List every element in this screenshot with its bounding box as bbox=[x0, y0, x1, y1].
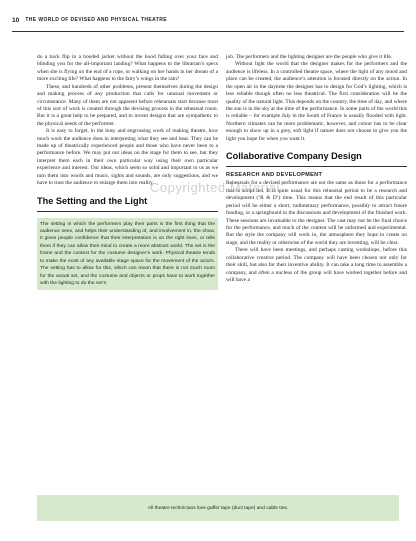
body-paragraph: job. The performers and the lighting designer are the people who give it life. bbox=[226, 54, 393, 60]
shaded-panel bbox=[37, 218, 218, 291]
page-number: 10 bbox=[12, 16, 20, 24]
body-paragraph: There will have been meetings, and perhaps casting workshops, before this collaborative creative period. The company will have been chosen not only for their skill, but also for their inventive ability. It can take a long time to assemble a company, and often a nucleus of the group will have worked together before and will have a bbox=[226, 247, 407, 283]
running-title: THE WORLD OF DEVISED AND PHYSICAL THEATRE bbox=[25, 17, 167, 23]
section-heading: The Setting and the Light bbox=[37, 195, 218, 212]
body-paragraph: Without light the world that the designer makes for the performers and the audience is lifeless. In a controlled theatre space, where the light of any mood and place can be created, the audience’s attention is focused directly on the action. In the open air in the daytime the designer has to design for God’s lighting, which is less reliable though often no less theatrical. The first consideration will be the quality of the natural light. This depends on the country, the time of day, and where the sun is in the sky at the time of the performance. In some parts of the world this is reliable – for example July in the South of France is usually flooded with light. Northern climates can be more problematic, however, and colour has to be clear enough to show up in a grey, soft light if nature does not choose to give you the light you hope for when you want it. bbox=[226, 61, 407, 142]
left-column bbox=[37, 54, 218, 290]
body-paragraph: It is easy to forget, in the busy and engrossing work of making theatre, how much work the audience does in interpreting what they see and hear. They can be made up of theatrically experienced people and those who have never been to a performance before. We may put our ideas on the stage for them to see, but they interpret them each in their own particular way using their own particular experience and interest. Our ideas, which seem so solid and important to us as we turn them into words and music, sights and sounds, are only suggestions, and we have to trust the audience to enlarge them into reality. bbox=[37, 128, 218, 187]
image-caption: All theatre technicians love gaffer tape (duct tape) and cable ties. bbox=[37, 495, 399, 521]
header-rule bbox=[12, 31, 404, 32]
section-heading: Collaborative Company Design bbox=[226, 150, 407, 167]
subsection-heading: RESEARCH AND DEVELOPMENT bbox=[226, 172, 323, 179]
body-paragraph: Rehearsals for a devised performance are not the same as those for a performance that is script led. It is quite usual for this rehearsal period to be a research and development (‘R & D’) time. This means that the end result of this particular period will be either a short, rudimentary performance, possibly to attract future funding, or a springboard to the discussions and development of the finished work. These sessions are invaluable to the designer. The cast may not be the final choice for the performance, and much of the content will be unformed and experimental. But the style the company will work in, the atmosphere they hope to create on stage, and the reality or otherwise of the world they are inventing, will be clear. bbox=[226, 180, 407, 246]
body-paragraph: These, and hundreds of other problems, present themselves during the design and making process of any production that calls for unusual movement or circumstance. Many of them are not apparent before rehearsals start because most of this sort of work is created through the devising process in the rehearsal room. But it is a great help to be prepared, and to invent designs that are sympathetic to the physical needs of the performer. bbox=[37, 83, 218, 127]
shaded-paragraph: The setting in which the performers play their parts is the first thing that the audience sees, and helps their understanding of, and involvement in, the show. It gives people confidence that their interpretation is on the right lines, or tells them if they can allow their mind to create a more abstract world. The set is the frame and the context for the costume designer’s work. Physical theatre tends to make the most of any available stage space for the movement of the actors. The setting has to allow for this, which can mean that there is not much room for the actual set, and the costume and objects or props have to work together with the lighting to do the set’s bbox=[40, 221, 215, 286]
body-paragraph: do a back flip in a hooded jacket without the hood falling over your face and blinding you for the all-important landing? What happens to the librarian’s specs when she is flying on the end of a rope, or walking on her hands in her dream of a more exciting life? What happens to the fairy’s wings in the rain? bbox=[37, 54, 218, 83]
running-header bbox=[12, 10, 404, 30]
right-column bbox=[226, 54, 407, 284]
copyright-watermark: Copyrighted Material bbox=[150, 180, 280, 195]
